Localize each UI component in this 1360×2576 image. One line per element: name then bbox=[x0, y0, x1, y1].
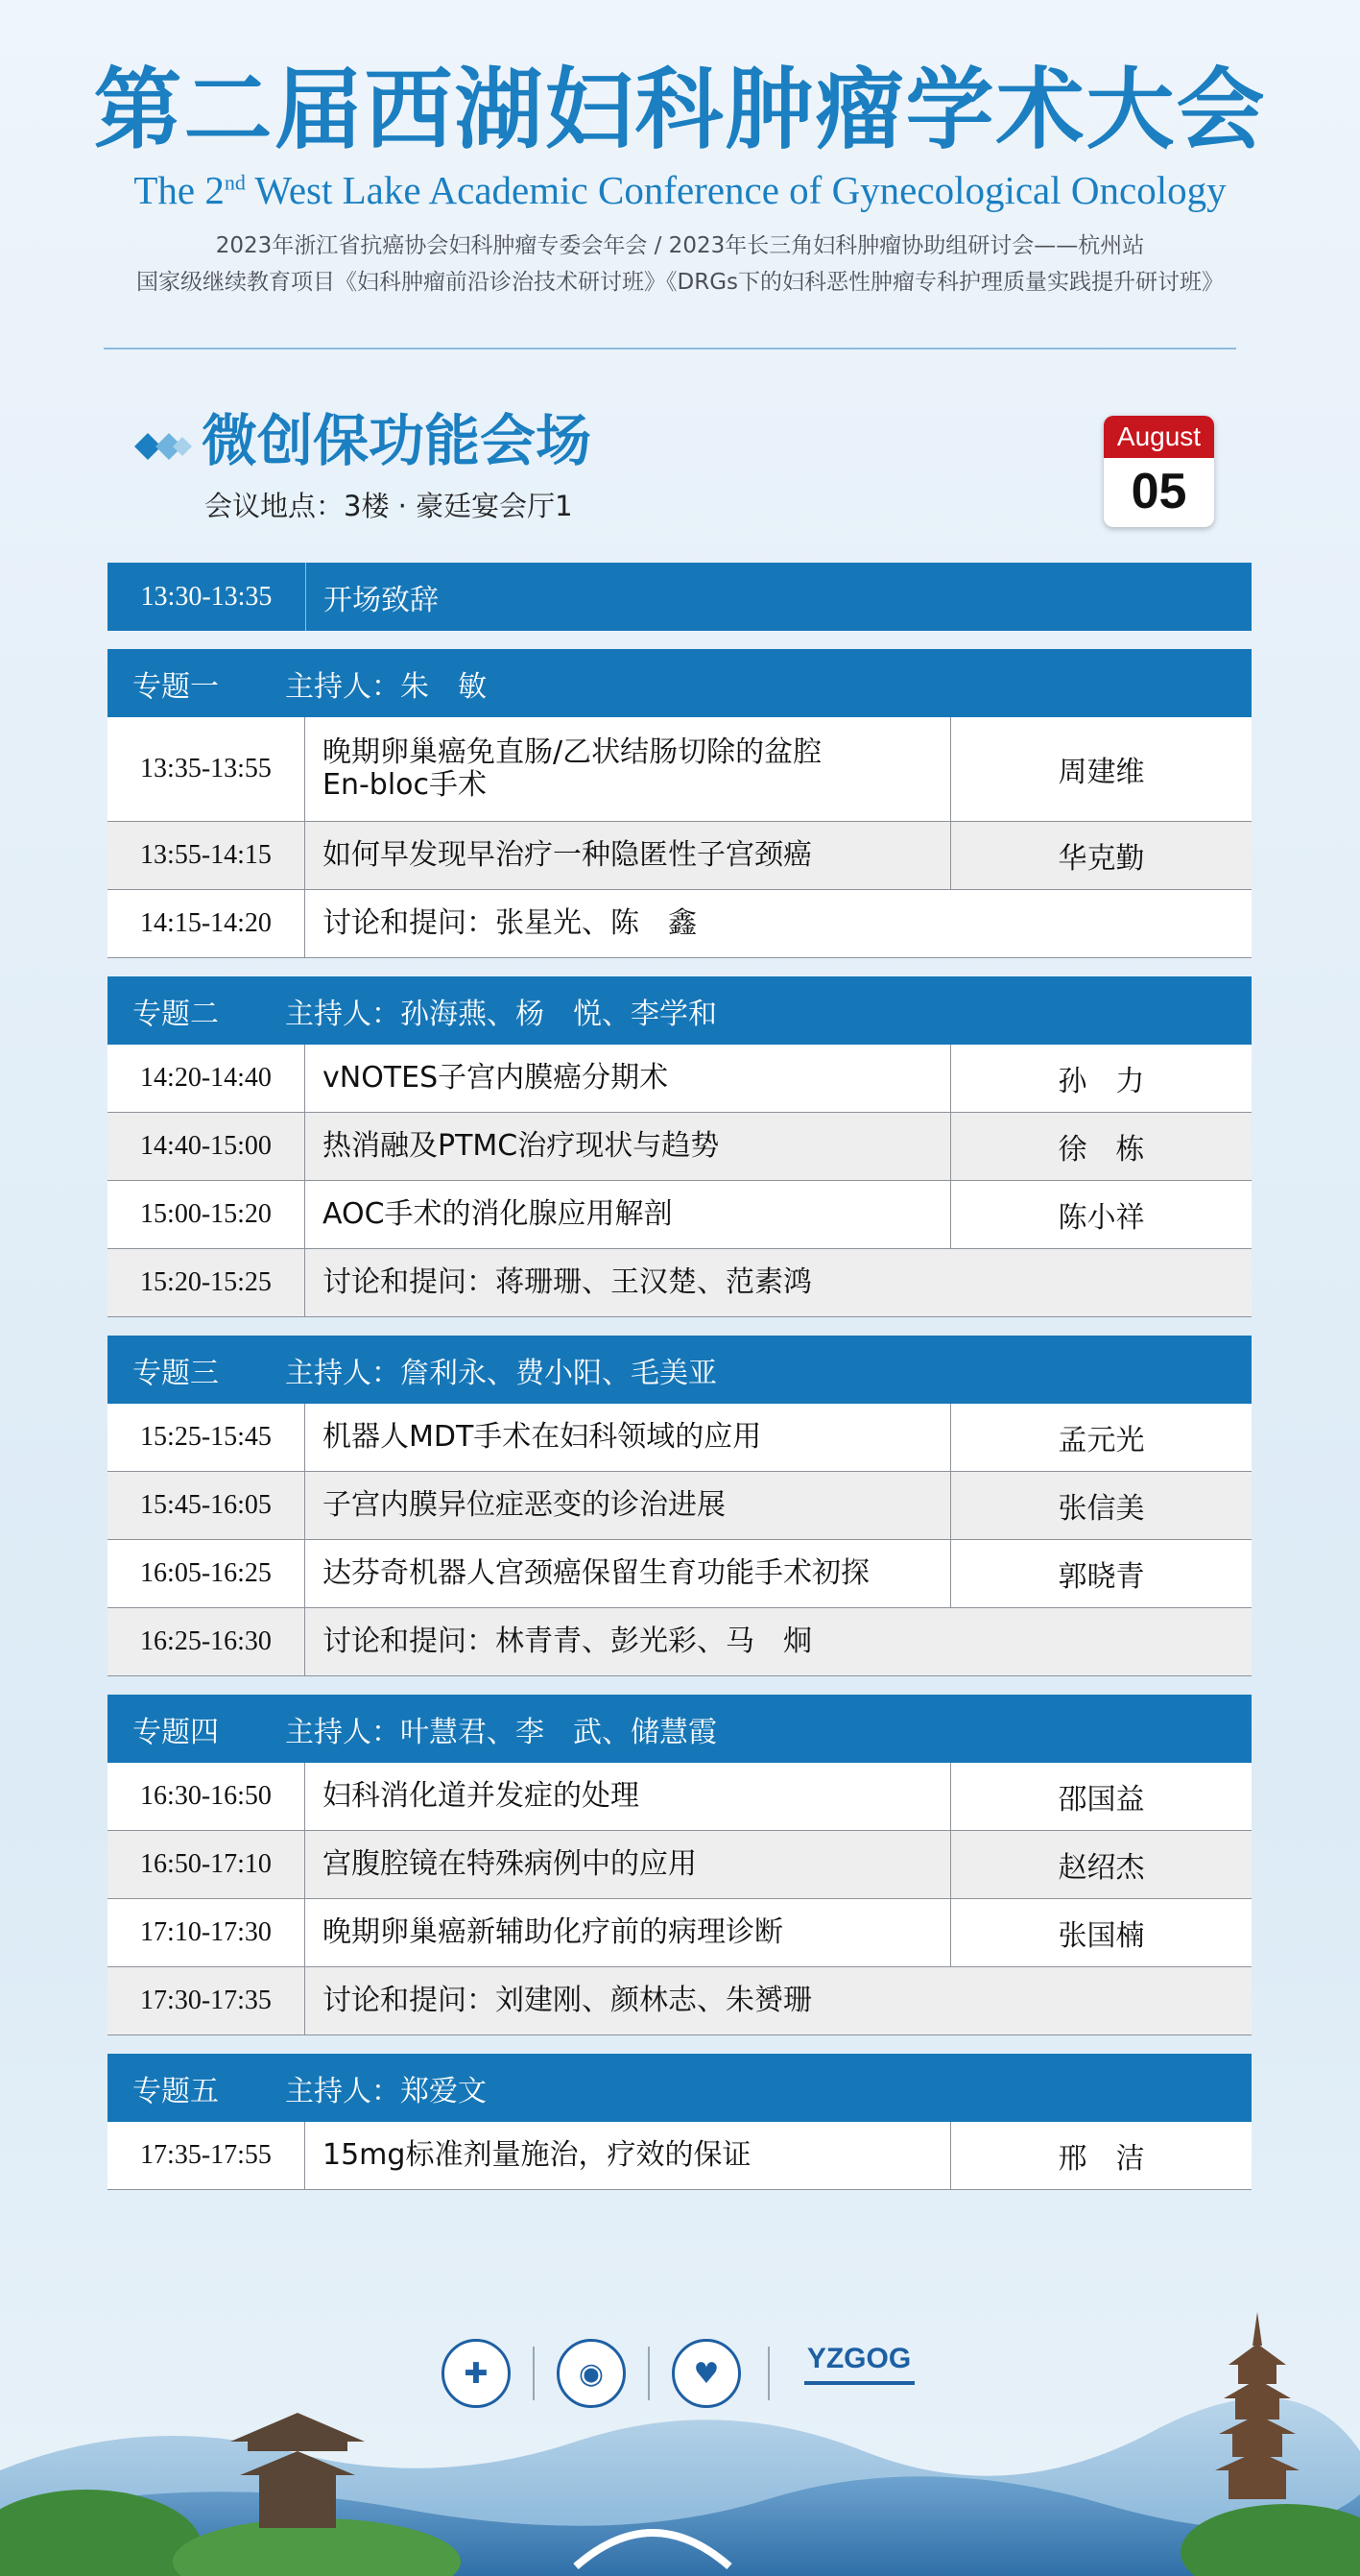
talk-time: 15:00-15:20 bbox=[107, 1181, 305, 1248]
discussion-title: 讨论和提问：刘建刚、颜林志、朱赟珊 bbox=[322, 1983, 812, 2017]
talk-time: 15:20-15:25 bbox=[107, 1249, 305, 1316]
talk-time: 17:35-17:55 bbox=[107, 2122, 305, 2189]
talk-speaker: 张国楠 bbox=[950, 1899, 1252, 1966]
table-row bbox=[107, 1045, 1252, 1113]
talk-title: 晚期卵巢癌新辅助化疗前的病理诊断 bbox=[322, 1914, 783, 1949]
session-header bbox=[107, 1336, 1252, 1404]
talk-speaker: 孟元光 bbox=[950, 1404, 1252, 1471]
session-topic: 专题四 bbox=[132, 1715, 219, 1749]
table-row bbox=[107, 1113, 1252, 1181]
talk-time: 14:20-14:40 bbox=[107, 1045, 305, 1112]
talk-time: 16:25-16:30 bbox=[107, 1608, 305, 1675]
hospital-logo: ◉ bbox=[557, 2339, 626, 2408]
table-row-discussion bbox=[107, 1249, 1252, 1317]
date-month: August bbox=[1104, 416, 1214, 458]
double-chevron-icon bbox=[134, 429, 196, 464]
session-header bbox=[107, 976, 1252, 1045]
anti-cancer-association-logo: ✚ bbox=[441, 2339, 511, 2408]
venue-title: 微创保功能会场 bbox=[202, 408, 592, 473]
conference-title-en: The 2nd West Lake Academic Conference of Gynecological Oncology bbox=[133, 168, 1227, 212]
talk-time: 17:30-17:35 bbox=[107, 1967, 305, 2034]
schedule-table bbox=[107, 563, 1252, 2190]
discussion-title: 讨论和提问：张星光、陈 鑫 bbox=[322, 905, 697, 940]
table-row bbox=[107, 1540, 1252, 1608]
session-header bbox=[107, 2054, 1252, 2122]
venue-location: 会议地点：3楼 · 豪廷宴会厅1 bbox=[204, 490, 573, 522]
ccgs-logo: ♥ bbox=[672, 2339, 741, 2408]
talk-title: 达芬奇机器人宫颈癌保留生育功能手术初探 bbox=[322, 1555, 870, 1590]
talk-speaker: 赵绍杰 bbox=[950, 1831, 1252, 1898]
talk-title: AOC手术的消化腺应用解剖 bbox=[322, 1196, 673, 1231]
talk-speaker: 张信美 bbox=[950, 1472, 1252, 1539]
opening-time: 13:30-13:35 bbox=[107, 563, 306, 631]
conference-title-cn: 第二届西湖妇科肿瘤学术大会 bbox=[93, 58, 1267, 161]
opening-row bbox=[107, 563, 1252, 631]
talk-time: 16:30-16:50 bbox=[107, 1763, 305, 1830]
talk-title: 晚期卵巢癌免直肠/乙状结肠切除的盆腔 En-bloc手术 bbox=[322, 734, 823, 802]
session-host: 主持人：孙海燕、杨 悦、李学和 bbox=[285, 997, 717, 1031]
conference-subtitle-1: 2023年浙江省抗癌协会妇科肿瘤专委会年会 / 2023年长三角妇科肿瘤协助组研讨会——杭州站 bbox=[215, 233, 1145, 258]
session-topic: 专题一 bbox=[132, 669, 219, 704]
talk-speaker: 孙 力 bbox=[950, 1045, 1252, 1112]
session-topic: 专题五 bbox=[132, 2074, 219, 2108]
table-row bbox=[107, 717, 1252, 822]
header-divider bbox=[104, 348, 1236, 349]
talk-title: 宫腹腔镜在特殊病例中的应用 bbox=[322, 1846, 697, 1881]
table-row bbox=[107, 822, 1252, 890]
talk-time: 15:45-16:05 bbox=[107, 1472, 305, 1539]
talk-speaker: 邢 洁 bbox=[950, 2122, 1252, 2189]
table-row bbox=[107, 1181, 1252, 1249]
talk-title: 子宫内膜异位症恶变的诊治进展 bbox=[322, 1487, 726, 1522]
talk-time: 17:10-17:30 bbox=[107, 1899, 305, 1966]
talk-time: 16:50-17:10 bbox=[107, 1831, 305, 1898]
table-row bbox=[107, 1831, 1252, 1899]
table-row-discussion bbox=[107, 1967, 1252, 2035]
yzgog-logo: YZGOG bbox=[806, 2343, 912, 2374]
talk-speaker: 邵国益 bbox=[950, 1763, 1252, 1830]
date-calendar-badge bbox=[1104, 416, 1214, 527]
talk-time: 14:40-15:00 bbox=[107, 1113, 305, 1180]
talk-speaker: 徐 栋 bbox=[950, 1113, 1252, 1180]
talk-speaker: 华克勤 bbox=[950, 822, 1252, 889]
talk-time: 13:35-13:55 bbox=[107, 717, 305, 821]
session-host: 主持人：叶慧君、李 武、储慧霞 bbox=[285, 1715, 717, 1749]
conference-subtitle-2: 国家级继续教育项目《妇科肿瘤前沿诊治技术研讨班》《DRGs下的妇科恶性肿瘤专科护理质量实践提升研讨班》 bbox=[136, 270, 1224, 295]
table-row bbox=[107, 2122, 1252, 2190]
opening-title: 开场致辞 bbox=[323, 583, 439, 617]
table-row-discussion bbox=[107, 890, 1252, 958]
talk-title: 妇科消化道并发症的处理 bbox=[322, 1778, 639, 1813]
discussion-title: 讨论和提问：蒋珊珊、王汉楚、范素鸿 bbox=[322, 1264, 812, 1299]
table-row bbox=[107, 1763, 1252, 1831]
session-host: 主持人：詹利永、费小阳、毛美亚 bbox=[285, 1356, 717, 1390]
talk-speaker: 陈小祥 bbox=[950, 1181, 1252, 1248]
table-row bbox=[107, 1404, 1252, 1472]
date-day: 05 bbox=[1131, 464, 1187, 519]
table-row-discussion bbox=[107, 1608, 1252, 1676]
session-topic: 专题二 bbox=[132, 997, 219, 1031]
talk-time: 14:15-14:20 bbox=[107, 890, 305, 957]
session-topic: 专题三 bbox=[132, 1356, 219, 1390]
talk-title: 热消融及PTMC治疗现状与趋势 bbox=[322, 1128, 720, 1163]
west-lake-scenery bbox=[0, 2307, 1360, 2576]
session-header bbox=[107, 649, 1252, 717]
table-row bbox=[107, 1472, 1252, 1540]
table-row bbox=[107, 1899, 1252, 1967]
talk-time: 13:55-14:15 bbox=[107, 822, 305, 889]
talk-time: 15:25-15:45 bbox=[107, 1404, 305, 1471]
talk-title: 15mg标准剂量施治，疗效的保证 bbox=[322, 2137, 752, 2172]
talk-title: 机器人MDT手术在妇科领域的应用 bbox=[322, 1419, 762, 1454]
session-host: 主持人：朱 敏 bbox=[285, 669, 487, 704]
discussion-title: 讨论和提问：林青青、彭光彩、马 炯 bbox=[322, 1624, 812, 1658]
talk-time: 16:05-16:25 bbox=[107, 1540, 305, 1607]
talk-speaker: 郭晓青 bbox=[950, 1540, 1252, 1607]
talk-speaker: 周建维 bbox=[950, 717, 1252, 821]
talk-title: vNOTES子宫内膜癌分期术 bbox=[322, 1060, 669, 1095]
session-host: 主持人：郑爱文 bbox=[285, 2074, 487, 2108]
talk-title: 如何早发现早治疗一种隐匿性子宫颈癌 bbox=[322, 837, 812, 872]
session-header bbox=[107, 1695, 1252, 1763]
